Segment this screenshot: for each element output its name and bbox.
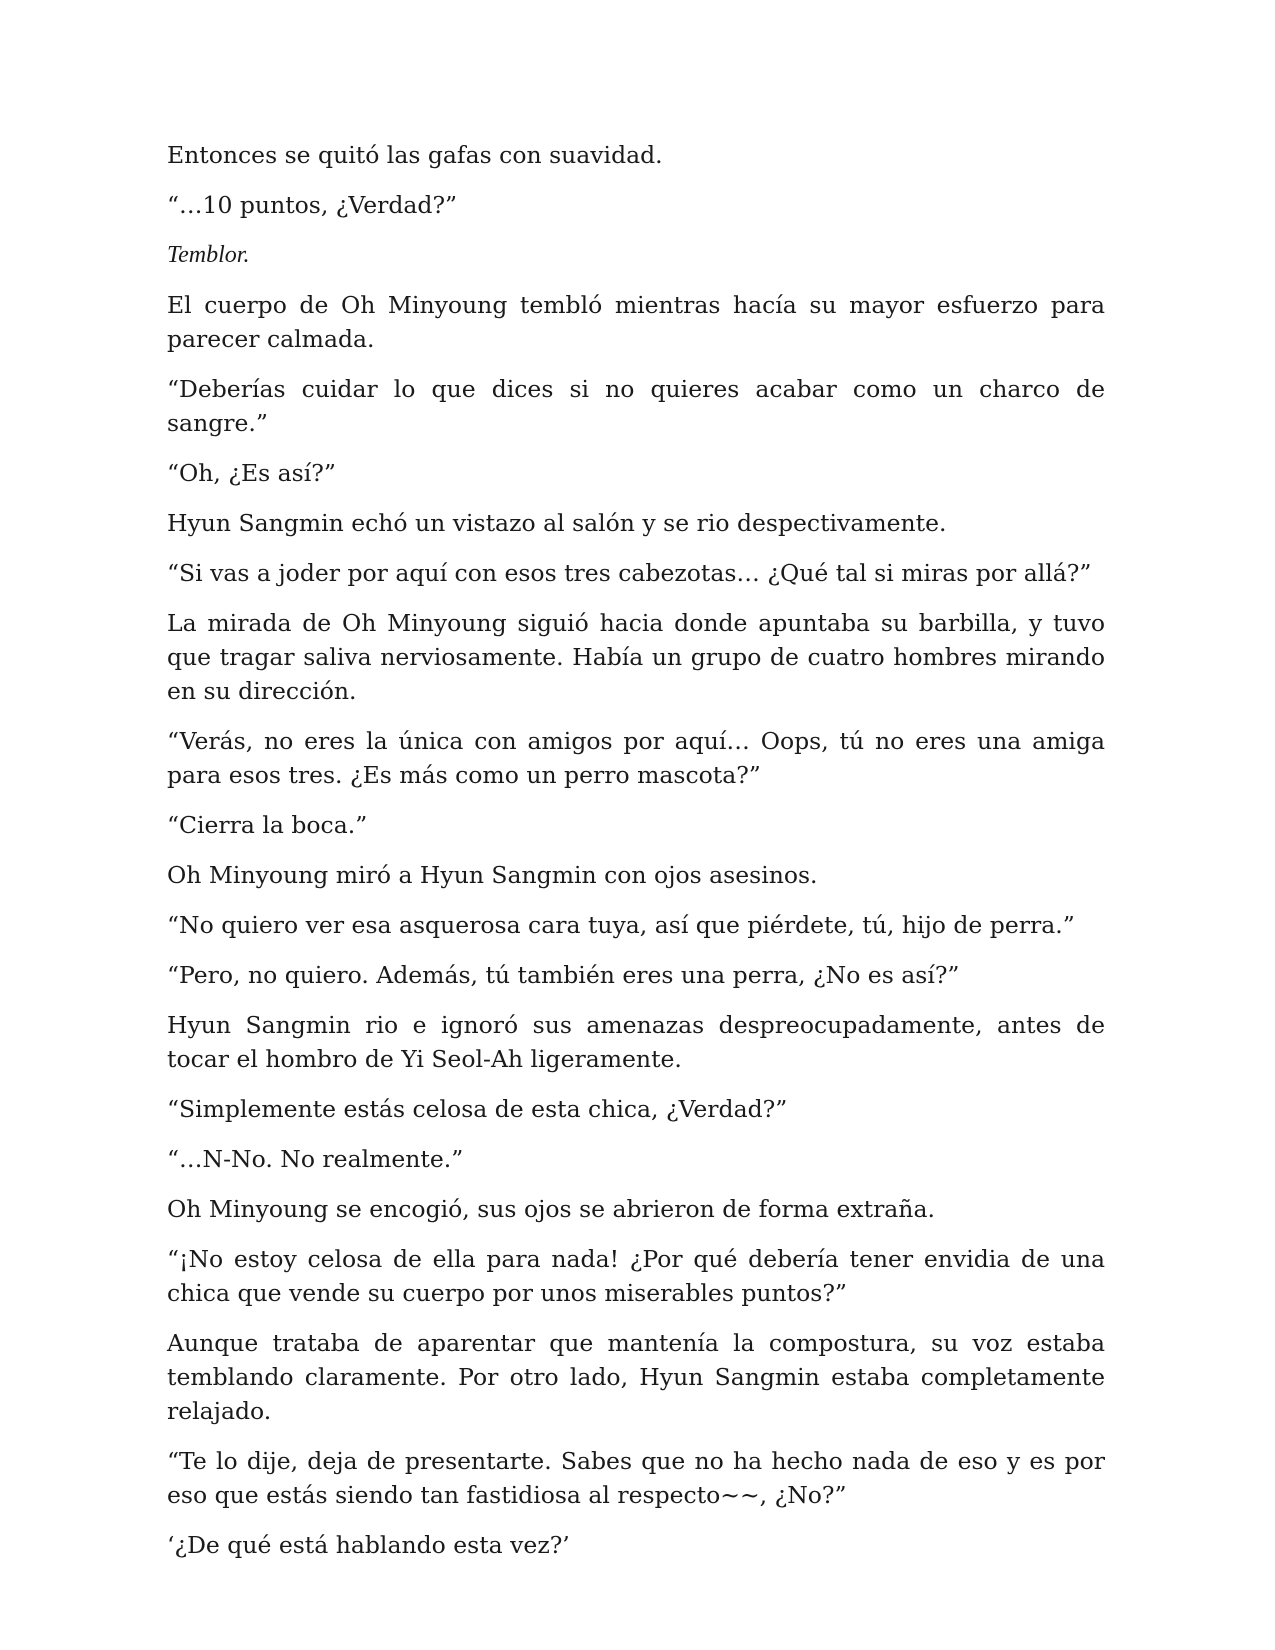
paragraph: “Deberías cuidar lo que dices si no quieres acabar como un charco de sangre.” — [167, 375, 1105, 437]
document-body — [167, 138, 1105, 1578]
paragraph: “…10 puntos, ¿Verdad?” — [167, 191, 458, 219]
paragraph: “Oh, ¿Es así?” — [167, 459, 336, 487]
paragraph: Hyun Sangmin rio e ignoró sus amenazas despreocupadamente, antes de tocar el hombro de Yi Seol-Ah ligeramente. — [167, 1011, 1105, 1073]
paragraph: Oh Minyoung se encogió, sus ojos se abrieron de forma extraña. — [167, 1195, 935, 1223]
paragraph: “Cierra la boca.” — [167, 811, 368, 839]
paragraph: La mirada de Oh Minyoung siguió hacia donde apuntaba su barbilla, y tuvo que tragar saliva nerviosamente. Había un grupo de cuatro hombres mirando en su dirección. — [167, 609, 1105, 705]
paragraph: Aunque trataba de aparentar que mantenía la compostura, su voz estaba temblando claramente. Por otro lado, Hyun Sangmin estaba completamente relajado. — [167, 1329, 1105, 1425]
paragraph: “No quiero ver esa asquerosa cara tuya, así que piérdete, tú, hijo de perra.” — [167, 911, 1075, 939]
paragraph: “Si vas a joder por aquí con esos tres cabezotas… ¿Qué tal si miras por allá?” — [167, 559, 1092, 587]
paragraph: “…N-No. No realmente.” — [167, 1145, 464, 1173]
paragraph: Entonces se quitó las gafas con suavidad. — [167, 141, 663, 169]
paragraph: “Pero, no quiero. Además, tú también eres una perra, ¿No es así?” — [167, 961, 960, 989]
paragraph-italic: Temblor. — [167, 242, 250, 268]
paragraph: ‘¿De qué está hablando esta vez?’ — [167, 1531, 570, 1559]
paragraph: Hyun Sangmin echó un vistazo al salón y se rio despectivamente. — [167, 509, 947, 537]
paragraph: “Verás, no eres la única con amigos por aquí… Oops, tú no eres una amiga para esos tres. ¿Es más como un perro mascota?” — [167, 727, 1105, 789]
paragraph: Oh Minyoung miró a Hyun Sangmin con ojos asesinos. — [167, 861, 818, 889]
paragraph: “Simplemente estás celosa de esta chica, ¿Verdad?” — [167, 1095, 788, 1123]
paragraph: El cuerpo de Oh Minyoung tembló mientras hacía su mayor esfuerzo para parecer calmada. — [167, 291, 1105, 353]
paragraph: “Te lo dije, deja de presentarte. Sabes que no ha hecho nada de eso y es por eso que estás siendo tan fastidiosa al respecto~~, ¿No?” — [167, 1447, 1105, 1509]
paragraph: “¡No estoy celosa de ella para nada! ¿Por qué debería tener envidia de una chica que vende su cuerpo por unos miserables puntos?” — [167, 1245, 1105, 1307]
